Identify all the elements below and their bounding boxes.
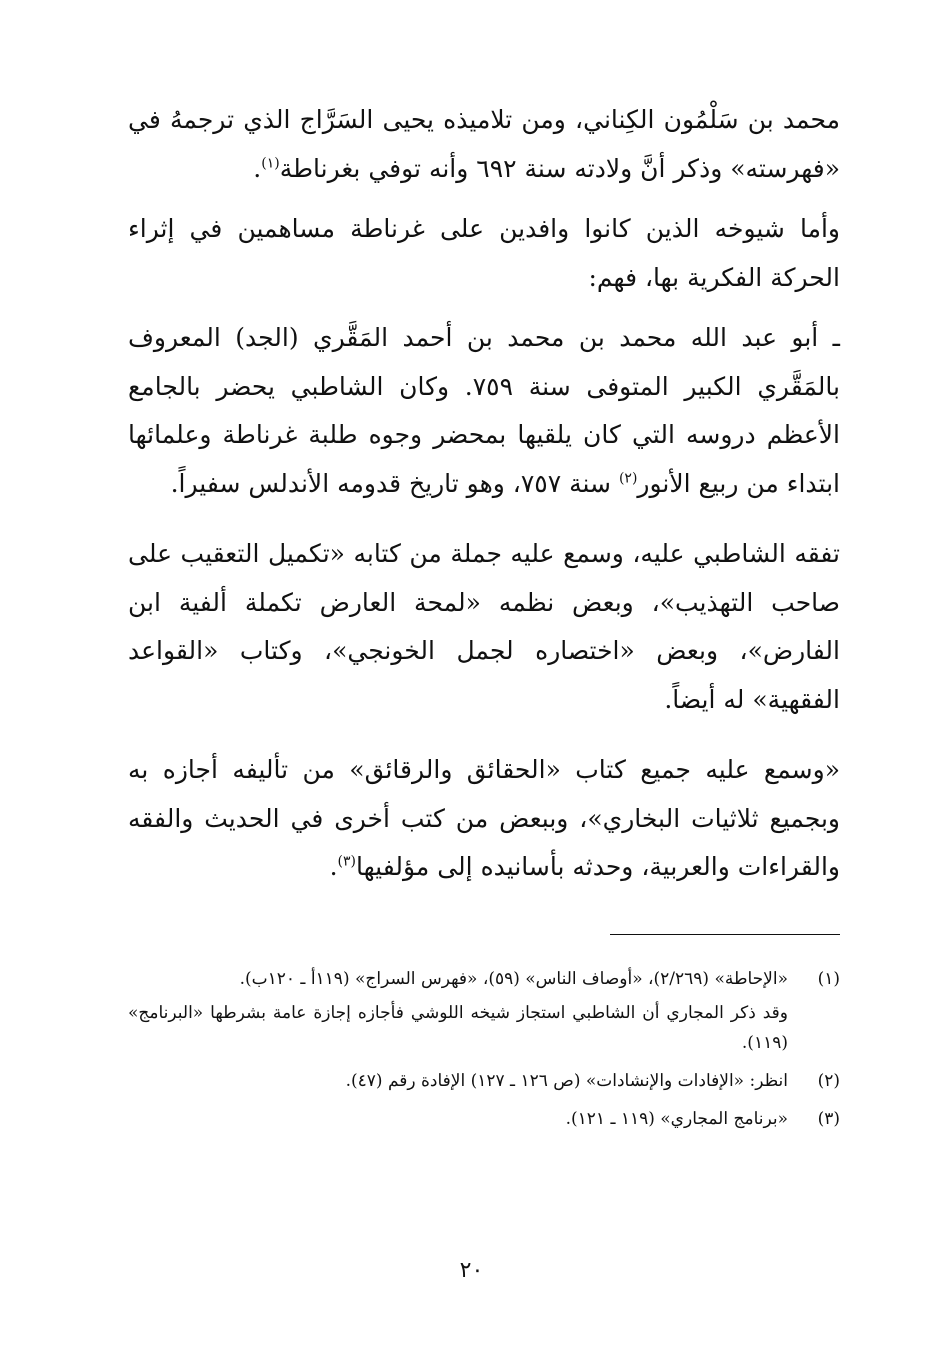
paragraph-4-text: تفقه الشاطبي عليه، وسمع عليه جملة من كتابه «تكميل التعقيب على صاحب التهذيب»، وبعض نظمه «لمحة العارض تكملة ألفية ابن الفارض»، وبعض «اختصاره لجمل الخونجي»، وكتاب «القواعد الفقهية» له أيضاً. <box>128 539 840 714</box>
paragraph-5 <box>128 746 840 892</box>
page-body <box>128 96 840 1129</box>
paragraph-3-part1: ـ أبو عبد الله محمد بن محمد بن أحمد المَقَّري (الجد) المعروف بالمَقَّري الكبير المتوفى سنة ٧٥٩. وكان الشاطبي يحضر بالجامع الأعظم دروسه التي كان يلقيها بمحضر وجوه طلبة غرناطة وعلمائها ابتداء من ربيع الأنور <box>128 323 840 498</box>
footnote-2 <box>128 1066 840 1096</box>
paragraph-3 <box>128 314 840 508</box>
paragraph-2-text: وأما شيوخه الذين كانوا وافدين على غرناطة مساهمين في إثراء الحركة الفكرية بها، فهم: <box>128 214 840 292</box>
footnote-1 <box>128 964 840 1058</box>
footnote-ref-3[interactable]: (٣) <box>337 853 357 870</box>
paragraph-5-end: . <box>329 852 338 881</box>
footnote-text: «برنامج المجاري» (١١٩ ـ ١٢١). <box>565 1109 788 1129</box>
page-number: ٢٠ <box>459 1258 484 1283</box>
paragraph-1-end: . <box>253 153 262 183</box>
paragraph-1 <box>128 96 840 193</box>
footnote-3 <box>128 1104 840 1134</box>
paragraph-4 <box>128 530 840 724</box>
footnote-ref-1[interactable]: (١) <box>261 155 280 172</box>
paragraph-3-part2: سنة ٧٥٧، وهو تاريخ قدومه الأندلس سفيراً. <box>170 468 619 498</box>
footnote-number: (٣) <box>817 1109 840 1129</box>
paragraph-2 <box>128 205 840 302</box>
footnote-text: انظر: «الإفادات والإنشادات» (ص ١٢٦ ـ ١٢٧) الإفادة رقم (٤٧). <box>345 1071 788 1091</box>
footnote-text: «الإحاطة» (٢/٢٦٩)، «أوصاف الناس» (٥٩)، «فهرس السراج» (١١٩أ ـ ١٢٠ب). <box>239 969 788 989</box>
footnote-divider <box>610 934 840 935</box>
footnote-number: (٢) <box>817 1071 840 1091</box>
paragraph-1-text: محمد بن سَلْمُون الكِناني، ومن تلاميذه يحيى السَرَّاج الذي ترجمهُ في «فهرسته» وذكر أنَّ ولادته سنة ٦٩٢ وأنه توفي بغرناطة <box>128 105 840 183</box>
paragraph-5-text: «وسمع عليه جميع كتاب «الحقائق والرقائق» من تأليفه أجازه به وبجميع ثلاثيات البخاري»، وببعض من كتب أخرى في الحديث والفقه والقراءات والعربية، وحدثه بأسانيده إلى مؤلفيها <box>128 755 840 881</box>
footnote-continuation: وقد ذكر المجاري أن الشاطبي استجاز شيخه اللوشي فأجازه إجازة عامة بشرطها «البرنامج» (١١٩). <box>128 1003 788 1053</box>
footnote-number: (١) <box>817 969 840 989</box>
footnotes <box>128 964 840 1134</box>
footnote-ref-2[interactable]: (٢) <box>618 470 638 487</box>
